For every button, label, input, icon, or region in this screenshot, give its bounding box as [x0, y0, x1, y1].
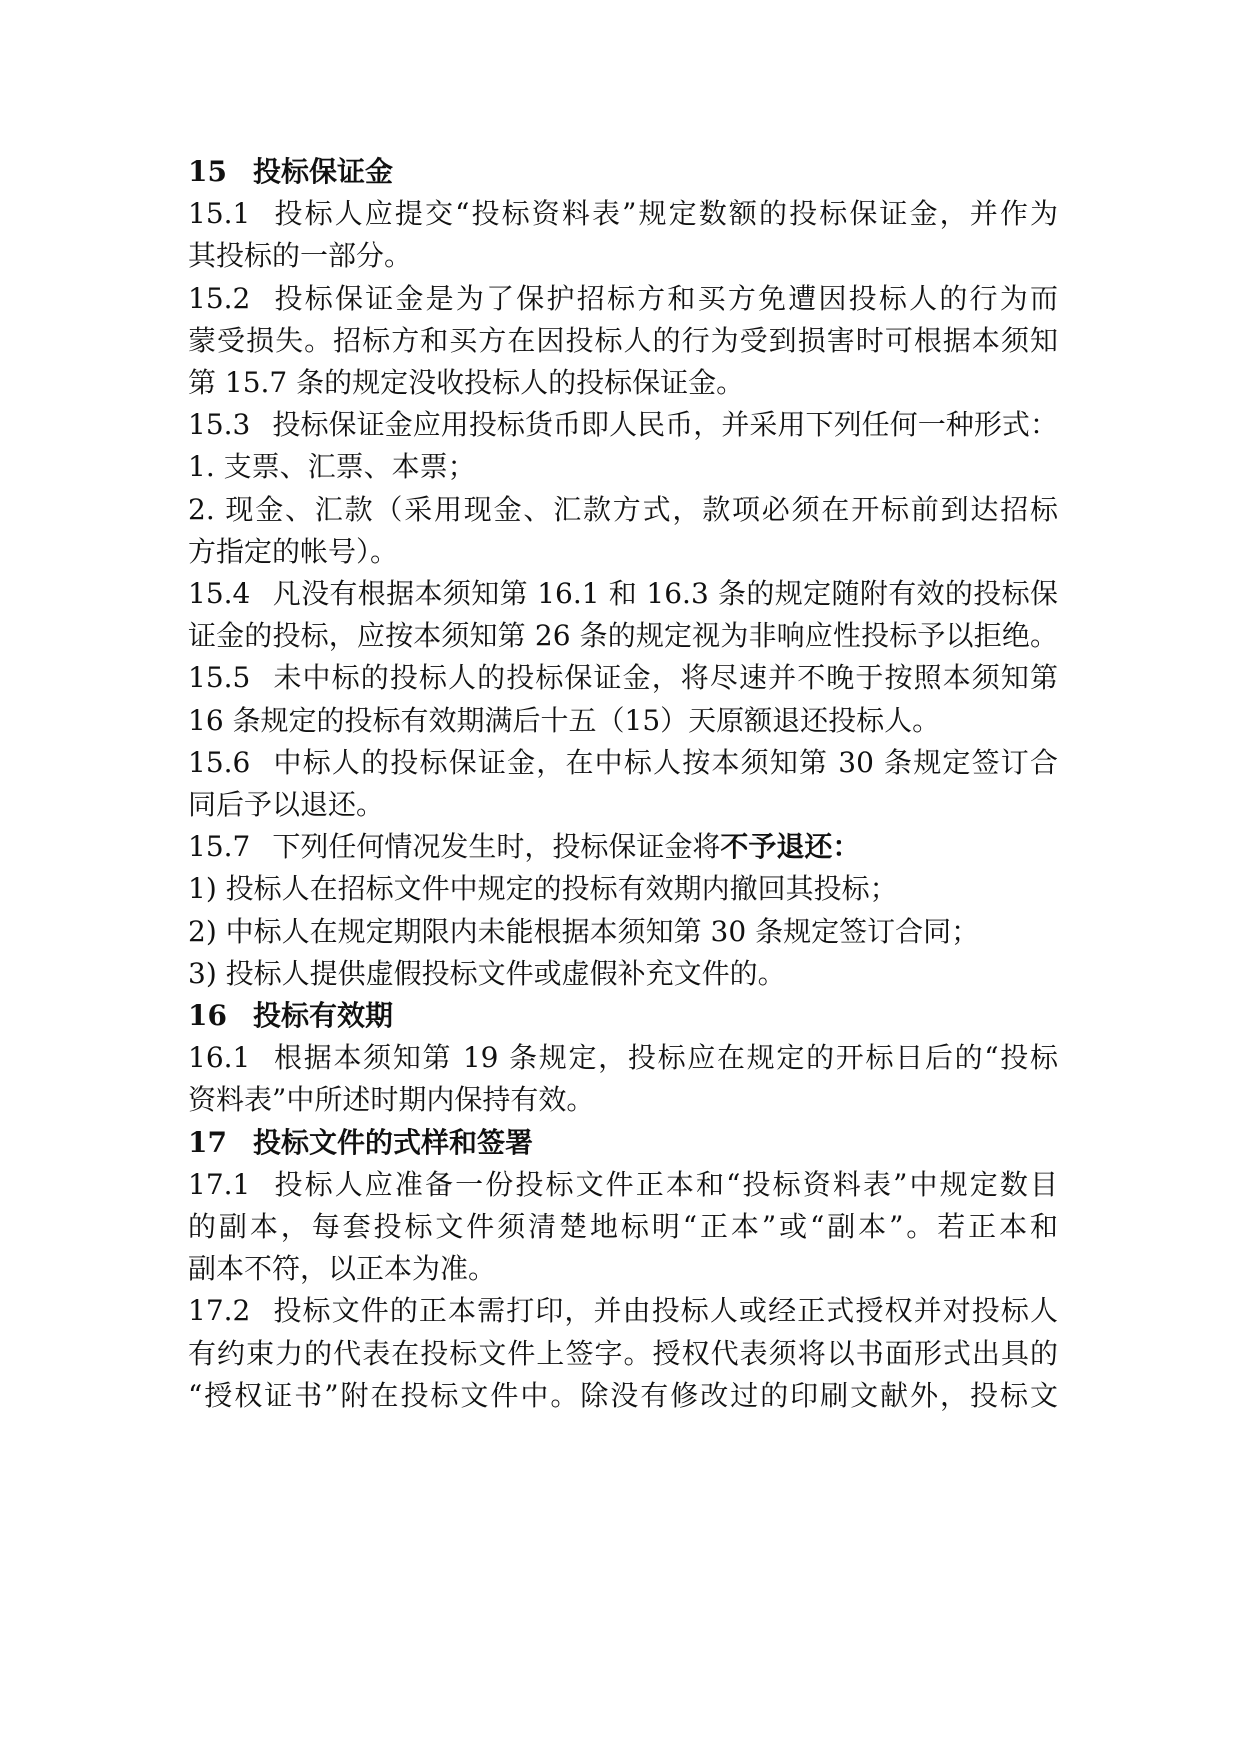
line-text: 2. 现金、汇款（采用现金、汇款方式，款项必须在开标前到达招标 [188, 492, 1058, 526]
paragraph-line [188, 612, 1058, 659]
line-text: 投标保证金 [252, 155, 393, 188]
paragraph-line [188, 739, 1058, 786]
line-text: 1) 投标人在招标文件中规定的投标有效期内撤回其投标； [188, 872, 898, 906]
section-heading [188, 992, 1058, 1039]
paragraph-line [188, 1161, 1058, 1208]
paragraph-line [188, 401, 1058, 448]
line-text: 方指定的帐号）。 [188, 534, 399, 568]
paragraph-line [188, 1330, 1058, 1377]
line-text: 投标人应提交“投标资料表”规定数额的投标保证金，并作为 [272, 197, 1058, 231]
clause-number: 17 [188, 1125, 227, 1159]
line-text: 3) 投标人提供虚假投标文件或虚假补充文件的。 [188, 956, 786, 990]
line-text: 的副本，每套投标文件须清楚地标明“正本”或“副本”。若正本和 [188, 1210, 1058, 1243]
line-text: 证金的投标，应按本须知第 26 条的规定视为非响应性投标予以拒绝。 [188, 619, 1058, 653]
clause-number: 16 [188, 999, 227, 1032]
line-text: 凡没有根据本须知第 16.1 和 16.3 条的规定随附有效的投标保 [272, 577, 1058, 610]
line-text: 第 15.7 条的规定没收投标人的投标保证金。 [188, 366, 745, 399]
clause-number: 15.7 [188, 830, 251, 864]
line-text: 投标人应准备一份投标文件正本和“投标资料表”中规定数目 [272, 1167, 1058, 1201]
clause-number: 16.1 [188, 1041, 251, 1075]
line-text: 有约束力的代表在投标文件上签字。授权代表须将以书面形式出具的 [188, 1336, 1058, 1370]
line-text: 投标文件的式样和签署 [252, 1125, 533, 1159]
clause-number: 15.5 [188, 661, 251, 695]
paragraph-line [188, 317, 1058, 364]
paragraph-line [188, 781, 1058, 828]
paragraph-line [188, 1245, 1058, 1292]
clause-number: 15 [188, 155, 227, 188]
section-heading [188, 148, 1058, 195]
clause-number: 15.1 [188, 197, 251, 231]
paragraph-line [188, 654, 1058, 701]
paragraph-line [188, 486, 1058, 533]
paragraph-line [188, 865, 1058, 912]
line-text: 下列任何情况发生时，投标保证金将 [272, 830, 721, 864]
line-text: 同后予以退还。 [188, 788, 385, 821]
line-text: 中标人的投标保证金，在中标人按本须知第 30 条规定签订合 [272, 745, 1058, 779]
line-text: 投标保证金应用投标货币即人民币，并采用下列任何一种形式： [272, 408, 1058, 442]
paragraph-line [188, 570, 1058, 617]
line-text: 16 条规定的投标有效期满后十五（15）天原额退还投标人。 [188, 703, 941, 737]
clause-number: 15.4 [188, 577, 251, 610]
paragraph-line [188, 1203, 1058, 1250]
paragraph-line [188, 528, 1058, 575]
emphasis-text: 不予退还： [720, 830, 861, 864]
line-text: 1. 支票、汇票、本票； [188, 450, 476, 484]
paragraph-line [188, 908, 1058, 955]
section-heading [188, 1119, 1058, 1166]
line-text: 投标文件的正本需打印，并由投标人或经正式授权并对投标人 [272, 1294, 1058, 1328]
paragraph-line [188, 1076, 1058, 1123]
line-text: 投标有效期 [252, 999, 393, 1032]
paragraph-line [188, 275, 1058, 322]
line-text: 未中标的投标人的投标保证金，将尽速并不晚于按照本须知第 [272, 661, 1058, 695]
clause-number: 15.3 [188, 408, 251, 442]
paragraph-line [188, 950, 1058, 997]
paragraph-line [188, 443, 1058, 490]
line-text: 其投标的一部分。 [188, 239, 413, 273]
line-text: 2) 中标人在规定期限内未能根据本须知第 30 条规定签订合同； [188, 914, 980, 948]
paragraph-line [188, 1287, 1058, 1334]
paragraph-line [188, 1034, 1058, 1081]
line-text: 资料表”中所述时期内保持有效。 [188, 1083, 595, 1117]
paragraph-line [188, 697, 1058, 744]
clause-number: 17.2 [188, 1294, 251, 1328]
line-text: 投标保证金是为了保护招标方和买方免遭因投标人的行为而 [272, 281, 1058, 315]
line-text: 蒙受损失。招标方和买方在因投标人的行为受到损害时可根据本须知 [188, 323, 1058, 357]
clause-number: 17.1 [188, 1167, 251, 1201]
line-text: “授权证书”附在投标文件中。除没有修改过的印刷文献外，投标文 [188, 1378, 1058, 1412]
paragraph-line [188, 232, 1058, 279]
clause-number: 15.6 [188, 745, 251, 779]
paragraph-line [188, 359, 1058, 406]
paragraph-line [188, 190, 1058, 237]
paragraph-line [188, 1372, 1058, 1419]
clause-number: 15.2 [188, 281, 251, 315]
line-text: 副本不符，以正本为准。 [188, 1252, 497, 1286]
line-text: 根据本须知第 19 条规定，投标应在规定的开标日后的“投标 [272, 1041, 1058, 1075]
paragraph-line [188, 823, 1058, 870]
